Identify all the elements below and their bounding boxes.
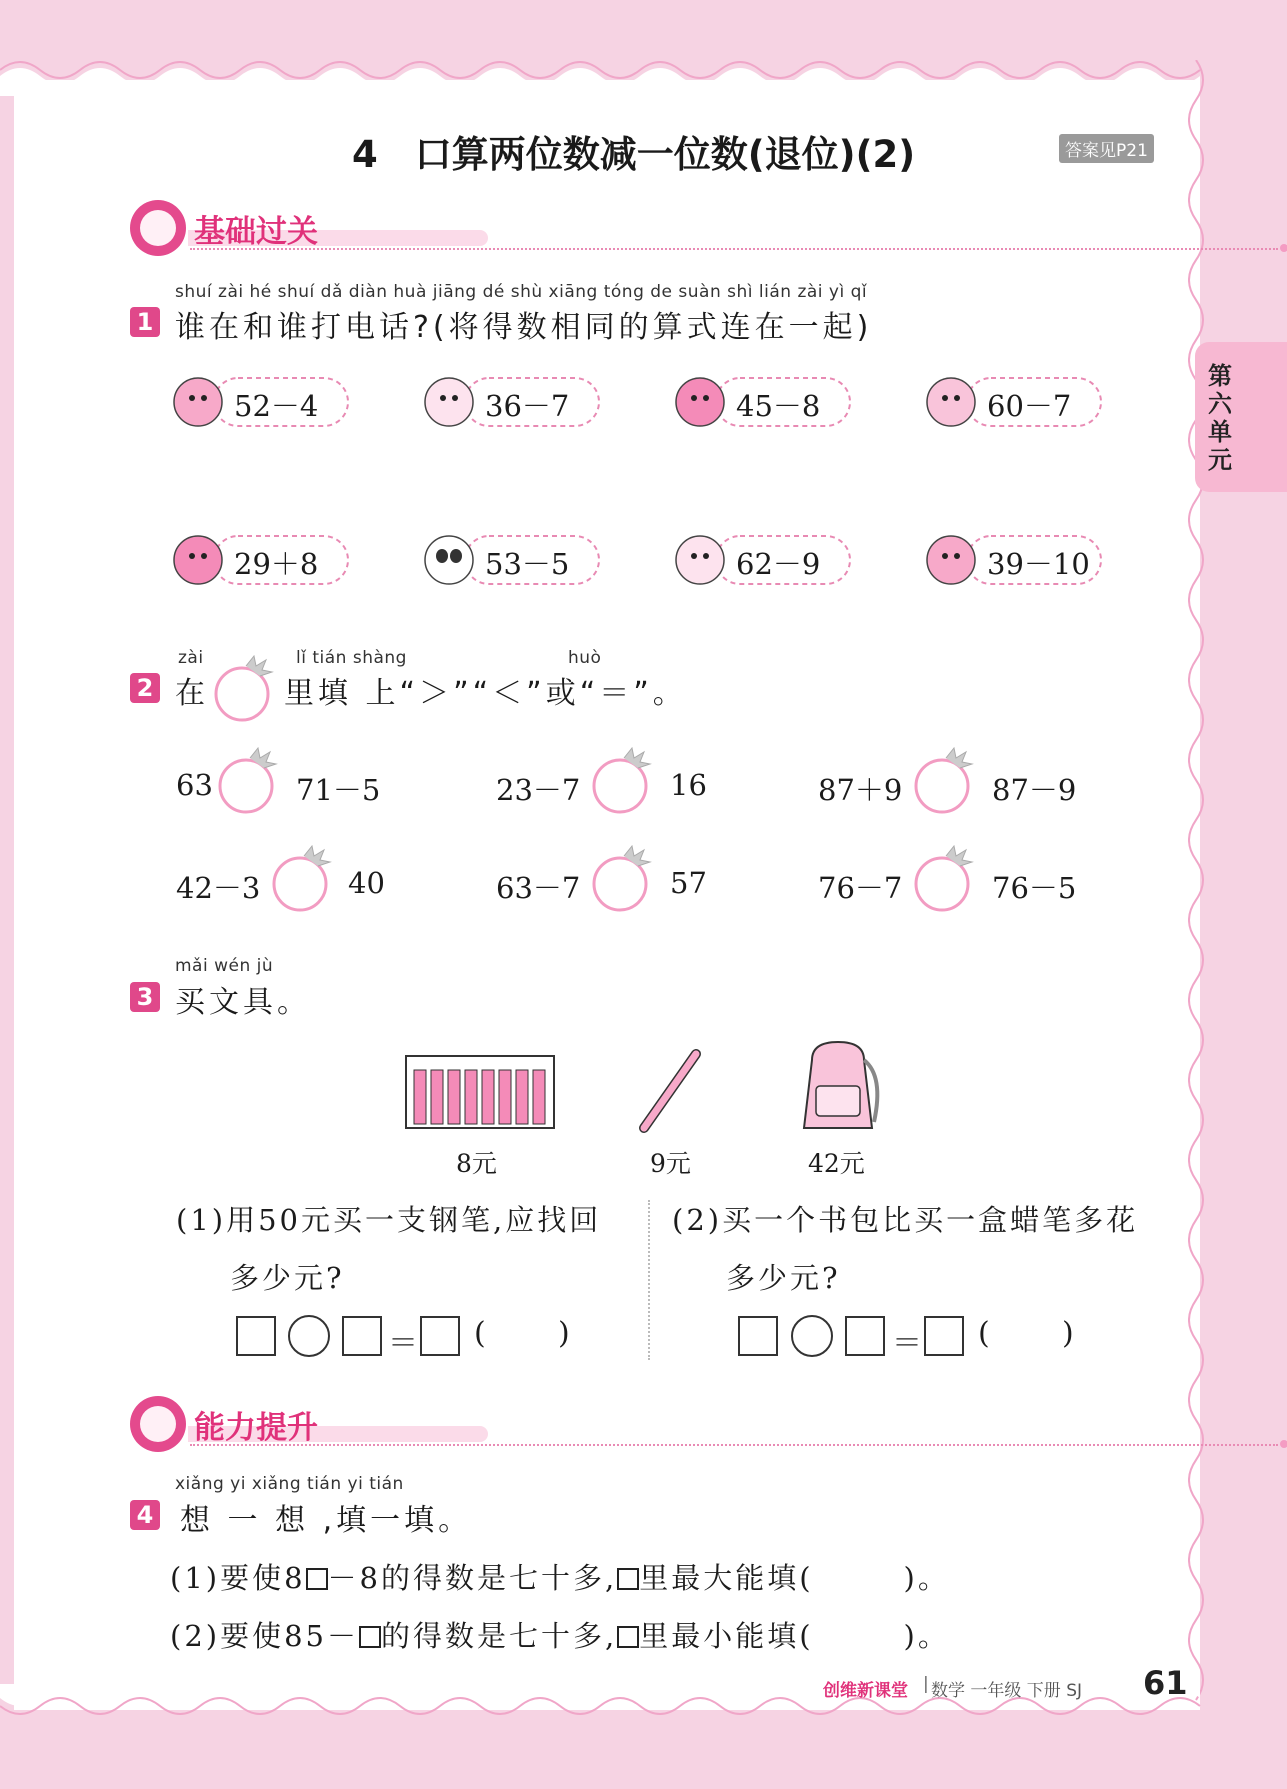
monkey-mascot-icon: [130, 1396, 186, 1452]
operator-circle[interactable]: [791, 1315, 833, 1357]
operator-circle[interactable]: [288, 1315, 330, 1357]
q2-instruction-a: 在: [175, 676, 209, 711]
question-number-3: 3: [130, 982, 160, 1012]
page-number: 61: [1143, 1664, 1188, 1702]
section-dotted-line: [190, 248, 1278, 250]
q4-sub2-part-d: )。: [903, 1619, 950, 1653]
expression: 62－9: [736, 547, 821, 581]
expression: 52－4: [234, 389, 319, 423]
q1-pinyin: shuí zài hé shuí dǎ diàn huà jiāng dé shù xiāng tóng de suàn shì lián zài yì qǐ: [175, 282, 868, 302]
q4-sub2-part-c: 里最小能填(: [639, 1619, 814, 1653]
compare-right: 16: [670, 768, 707, 802]
q2-pinyin-huo: huò: [568, 648, 602, 668]
expression: 60－7: [987, 389, 1072, 423]
answer-reference-badge: 答案见P21: [1059, 134, 1154, 163]
sub-question-2-line1: (2)买一个书包比买一盒蜡笔多花: [672, 1203, 1139, 1237]
answer-box[interactable]: [236, 1316, 276, 1356]
section-header-advanced: [130, 1396, 1287, 1456]
compare-circle-blank[interactable]: [912, 744, 976, 816]
fill-box[interactable]: [306, 1568, 328, 1590]
expression: 45－8: [736, 389, 821, 423]
phone-card: [423, 528, 603, 592]
compare-left: 63－7: [496, 871, 581, 905]
right-wave-border: [1188, 60, 1228, 1710]
sub-question-2-line2: 多少元?: [726, 1261, 841, 1295]
phone-card: [925, 370, 1105, 434]
pen-price: 9元: [650, 1149, 691, 1178]
strawberry-circle-icon: [212, 652, 276, 724]
question-number-1: 1: [130, 307, 160, 337]
q3-pinyin: mǎi wén jù: [175, 956, 274, 976]
q2-pinyin-zai: zài: [178, 648, 204, 668]
pen-icon: [636, 1044, 706, 1136]
q2-pinyin-rest: lǐ tián shàng: [296, 648, 407, 668]
expression: 36－7: [485, 389, 570, 423]
phone-card: [172, 528, 352, 592]
q4-sub1-part-b: －8的得数是七十多,: [327, 1561, 618, 1595]
crayon-box-icon: [404, 1052, 556, 1132]
compare-circle-blank[interactable]: [590, 842, 654, 914]
box-symbol: [617, 1568, 639, 1590]
unit-paren-close: ): [1062, 1316, 1074, 1351]
answer-box[interactable]: [420, 1316, 460, 1356]
girl-mascot-icon: [130, 200, 186, 256]
q4-sub1-part-d: )。: [903, 1561, 950, 1595]
compare-circle-blank[interactable]: [590, 744, 654, 816]
bottom-wave-border: [0, 1684, 1287, 1734]
question-number-4: 4: [130, 1500, 160, 1530]
expression: 29＋8: [234, 547, 319, 581]
unit-side-tab-label: 第六单元: [1208, 362, 1232, 474]
footer-separator: |: [923, 1674, 929, 1694]
phone-card: [674, 528, 854, 592]
compare-circle-blank[interactable]: [270, 842, 334, 914]
equals-sign: ＝: [388, 1326, 418, 1361]
top-wave-border: [0, 46, 1287, 96]
question-number-2: 2: [130, 673, 160, 703]
section-title: 基础过关: [194, 214, 318, 250]
answer-box[interactable]: [924, 1316, 964, 1356]
section-title: 能力提升: [194, 1410, 318, 1446]
compare-right: 71－5: [296, 773, 381, 807]
q4-sub2-part-b: 的得数是七十多,: [380, 1619, 618, 1653]
answer-box[interactable]: [738, 1316, 778, 1356]
crayon-price: 8元: [456, 1149, 497, 1178]
compare-right: 40: [348, 866, 385, 900]
compare-right: 87－9: [992, 773, 1077, 807]
answer-box[interactable]: [845, 1316, 885, 1356]
unit-paren-open: (: [474, 1316, 486, 1351]
backpack-icon: [792, 1036, 888, 1136]
unit-paren-open: (: [978, 1316, 990, 1351]
backpack-price: 42元: [808, 1149, 865, 1178]
section-header-basic: [130, 200, 1287, 260]
phone-card: [925, 528, 1105, 592]
expression: 39－10: [987, 547, 1090, 581]
compare-circle-blank[interactable]: [912, 842, 976, 914]
q3-instruction: 买文具。: [175, 985, 311, 1020]
phone-card: [423, 370, 603, 434]
compare-circle-blank[interactable]: [216, 744, 280, 816]
expression: 53－5: [485, 547, 570, 581]
q4-sub-2: [170, 1614, 950, 1655]
compare-left: 76－7: [818, 871, 903, 905]
dots-decoration-icon: [1278, 1434, 1287, 1454]
q4-pinyin: xiǎng yi xiǎng tián yi tián: [175, 1474, 404, 1494]
sub-question-1-line2: 多少元?: [230, 1261, 345, 1295]
q4-sub-1: [170, 1556, 950, 1597]
q4-sub2-part-a: (2)要使85－: [170, 1619, 359, 1653]
compare-right: 76－5: [992, 871, 1077, 905]
compare-left: 42－3: [176, 871, 261, 905]
dots-decoration-icon: [1278, 238, 1287, 258]
compare-left: 63: [176, 768, 213, 802]
q4-sub1-part-c: 里最大能填(: [639, 1561, 814, 1595]
section-dotted-line: [190, 1444, 1278, 1446]
lesson-title: 4 口算两位数减一位数(退位)(2): [352, 133, 916, 176]
answer-box[interactable]: [342, 1316, 382, 1356]
unit-paren-close: ): [558, 1316, 570, 1351]
q4-sub1-part-a: (1)要使8: [170, 1561, 306, 1595]
compare-left: 23－7: [496, 773, 581, 807]
q1-instruction: 谁在和谁打电话?(将得数相同的算式连在一起): [175, 310, 873, 345]
phone-card: [674, 370, 854, 434]
q2-instruction-b: 里填 上“＞”“＜”或“＝”。: [284, 676, 687, 711]
sub-question-1-line1: (1)用50元买一支钢笔,应找回: [176, 1203, 602, 1237]
column-divider: [648, 1200, 650, 1360]
footer-brand: 创维新课堂: [823, 1681, 908, 1701]
compare-right: 57: [670, 866, 707, 900]
compare-left: 87＋9: [818, 773, 903, 807]
fill-box[interactable]: [359, 1626, 381, 1648]
footer-subject: 数学 一年级 下册 SJ: [931, 1681, 1083, 1701]
equals-sign: ＝: [892, 1326, 922, 1361]
box-symbol: [617, 1626, 639, 1648]
q4-instruction: 想 一 想 ,填一填。: [180, 1503, 473, 1538]
phone-card: [172, 370, 352, 434]
